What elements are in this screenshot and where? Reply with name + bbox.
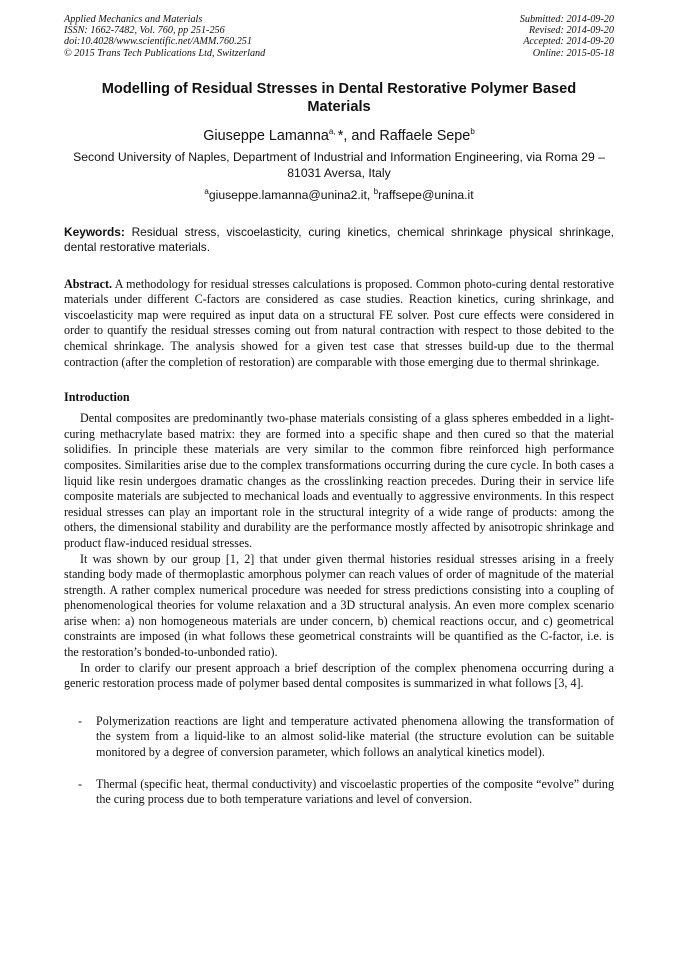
email-a-mark: a bbox=[204, 187, 209, 197]
abstract bbox=[64, 277, 614, 371]
section-heading-introduction: Introduction bbox=[64, 390, 130, 405]
intro-paragraph-3: In order to clarify our present approach a brief description of the complex phenomena occurring during a generic restoration process made of polymer based dental composites is summarized in what follows [3, 4]. bbox=[64, 660, 614, 691]
journal-header bbox=[64, 14, 614, 59]
journal-doi: doi:10.4028/www.scientific.net/AMM.760.251 bbox=[64, 36, 252, 48]
author-line bbox=[64, 127, 614, 145]
keywords-text: Residual stress, viscoelasticity, curing kinetics, chemical shrinkage physical shrinkage, dental restorative materials. bbox=[64, 225, 614, 254]
bullet-dash: - bbox=[78, 776, 83, 791]
submission-dates bbox=[520, 14, 614, 59]
author-2: , and Raffaele Sepe bbox=[343, 127, 471, 144]
journal-copyright: © 2015 Trans Tech Publications Ltd, Switzerland bbox=[64, 47, 266, 59]
author-2-affil-mark: b bbox=[470, 127, 475, 137]
keywords-label: Keywords: bbox=[64, 225, 125, 240]
author-1: Giuseppe Lamanna bbox=[203, 127, 329, 144]
list-item bbox=[64, 714, 614, 761]
intro-paragraph-2: It was shown by our group [1, 2] that under given thermal histories residual stresses arising in a freely standing body made of thermoplastic amorphous polymer can reach values of order of magnitude of the material strength. A rather complex numerical procedure was needed for stress predictions consisting into a coupling of phenomenological theories for volume relaxation and a 3D structural analysis. An even more complex scenario arise when: a) non homogeneous materials are under concern, b) chemical reactions occur, and c) geometrical constraints are imposed (in what follows these geometrical constraints will be quantified as the C-factor, i.e. is the restoration’s bonded-to-unbonded ratio). bbox=[64, 551, 614, 660]
keywords bbox=[64, 225, 614, 254]
list-item-text: Thermal (specific heat, thermal conductivity) and viscoelastic properties of the composite “evolve” during the curing process due to both temperature variations and level of conversion. bbox=[96, 776, 614, 807]
email-b[interactable]: raffsepe@unina.it bbox=[378, 188, 474, 203]
introduction-body bbox=[64, 411, 614, 692]
intro-paragraph-1: Dental composites are predominantly two-phase materials consisting of a glass spheres embedded in a light-curing methacrylate based matrix: they are formed into a specific shape and then cured so that the material solidifies. In principle these materials are very similar to the common fibre reinforced high performance composites. Similarities arise due to the complex transformations occurring during the cure cycle. In both cases a liquid like resin undergoes dramatic changes as the crosslinking reaction precedes. During their in service life composite materials are subjected to mechanical loads and eventually to aggressive environments. In this respect residual stresses can play an important role in the structural integrity of a wide range of products: among the others, the dimensional stability and durability are the performance mostly affected by anisotropic shrinkage and product flaw-induced residual stresses. bbox=[64, 411, 614, 550]
journal-name: Applied Mechanics and Materials bbox=[64, 14, 203, 25]
list-item-text: Polymerization reactions are light and temperature activated phenomena allowing the transformation of the system from a liquid-like to an almost solid-like material (the structure evolution can be suitable monitored by a degree of conversion parameter, which follows an analytical kinetics model). bbox=[96, 713, 614, 760]
abstract-text: A methodology for residual stresses calculations is proposed. Common photo-curing dental restorative materials under different C-factors are considered as case studies. Reaction kinetics, curing shrinkage, and viscoelasticity map were required as input data on a structural FE solver. Post cure effects were considered in order to quantify the residual stresses coming out from natural contraction with respect to those debited to the chemical shrinkage. The analysis showed for a given test case that stresses build-up due to the thermal contraction (after the completion of restoration) are comparable with those emerging due to thermal shrinkage. bbox=[64, 276, 614, 369]
date-accepted: Accepted: 2014-09-20 bbox=[523, 36, 614, 48]
list-item bbox=[64, 777, 614, 808]
author-emails bbox=[64, 187, 614, 203]
date-submitted: Submitted: 2014-09-20 bbox=[519, 14, 614, 25]
bullet-dash: - bbox=[78, 713, 83, 728]
email-a[interactable]: giuseppe.lamanna@unina2.it, bbox=[208, 188, 374, 203]
date-online: Online: 2015-05-18 bbox=[532, 47, 614, 59]
abstract-label: Abstract. bbox=[64, 276, 113, 291]
affiliation: Second University of Naples, Department of Industrial and Information Engineering, via Roma 29 – 81031 Aversa, Italy bbox=[73, 149, 605, 180]
paper-title: Modelling of Residual Stresses in Dental Restorative Polymer Based Materials bbox=[101, 80, 577, 115]
corresponding-star: * bbox=[337, 127, 344, 144]
date-revised: Revised: 2014-09-20 bbox=[528, 25, 614, 37]
author-1-affil-mark: a, bbox=[328, 127, 338, 137]
journal-info bbox=[64, 14, 265, 59]
email-b-mark: b bbox=[373, 187, 379, 197]
phenomena-list bbox=[64, 714, 614, 808]
journal-issn: ISSN: 1662-7482, Vol. 760, pp 251-256 bbox=[64, 25, 225, 37]
